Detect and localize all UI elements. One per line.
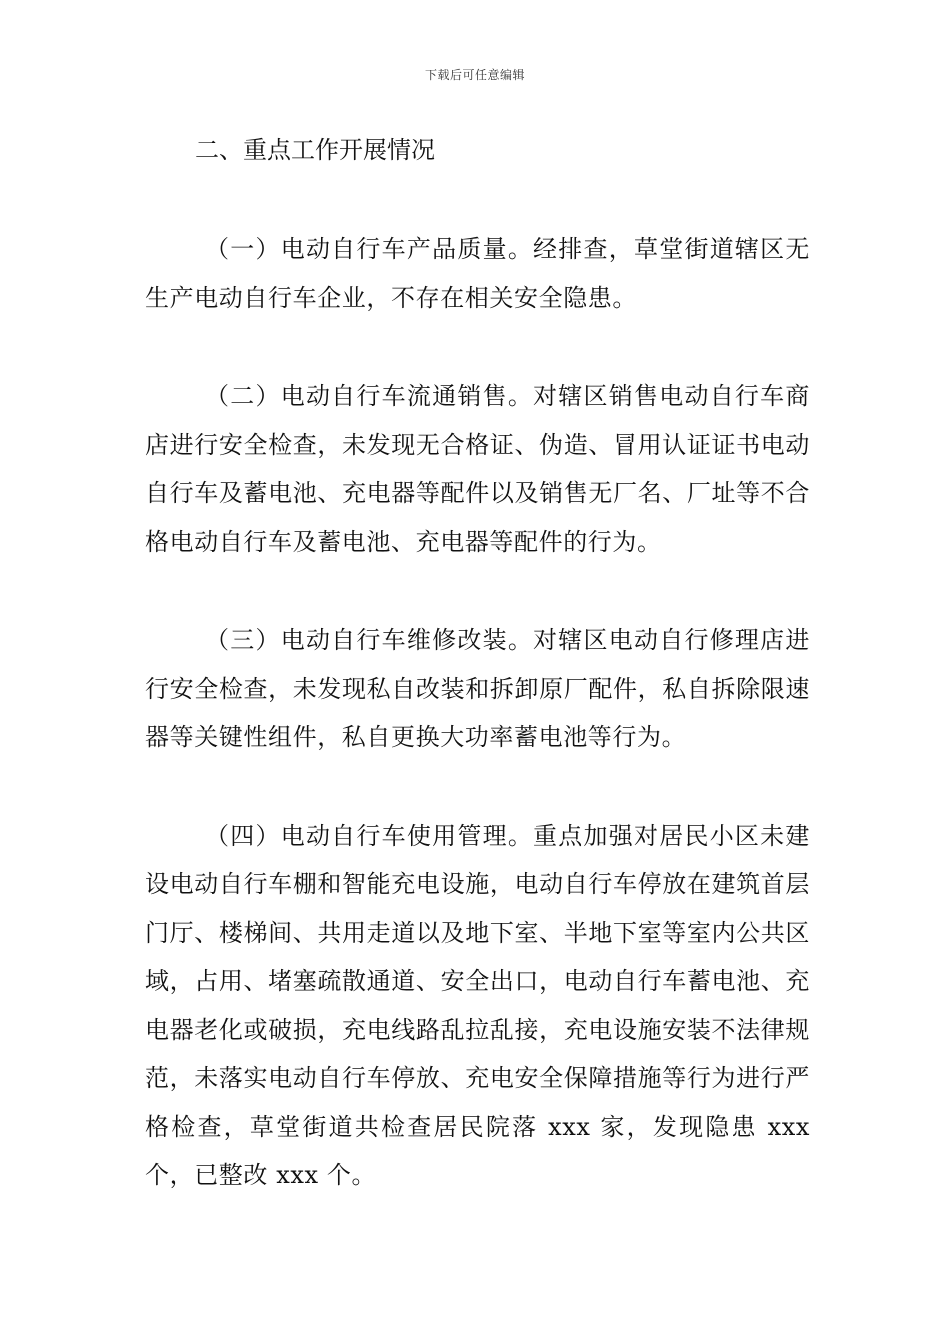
section-heading: 二、重点工作开展情况: [195, 136, 435, 164]
document-body: [145, 125, 810, 1250]
paragraph-repair-modification: （三）电动自行车维修改装。对辖区电动自行修理店进行安全检查，未发现私自改装和拆卸原厂配件，私自拆除限速器等关键性组件，私自更换大功率蓄电池等行为。: [145, 626, 810, 751]
download-note: 下载后可任意编辑: [424, 68, 525, 82]
paragraph-usage-management: （四）电动自行车使用管理。重点加强对居民小区未建设电动自行车棚和智能充电设施，电动自行车停放在建筑首层门厅、楼梯间、共用走道以及地下室、半地下室等室内公共区域，占用、堵塞疏散通道、安全出口，电动自行车蓄电池、充电器老化或破损，充电线路乱拉乱接，充电设施安装不法律规范，未落实电动自行车停放、充电安全保障措施等行为进行严格检查，草堂街道共检查居民院落 xxx 家，发现隐患 xxx 个，已整改 xxx 个。: [145, 821, 810, 1189]
paragraph-product-quality: （一）电动自行车产品质量。经排查，草堂街道辖区无生产电动自行车企业，不存在相关安全隐患。: [145, 235, 810, 312]
paragraph-sales-circulation: （二）电动自行车流通销售。对辖区销售电动自行车商店进行安全检查，未发现无合格证、伪造、冒用认证证书电动自行车及蓄电池、充电器等配件以及销售无厂名、厂址等不合格电动自行车及蓄电池、充电器等配件的行为。: [145, 382, 810, 556]
